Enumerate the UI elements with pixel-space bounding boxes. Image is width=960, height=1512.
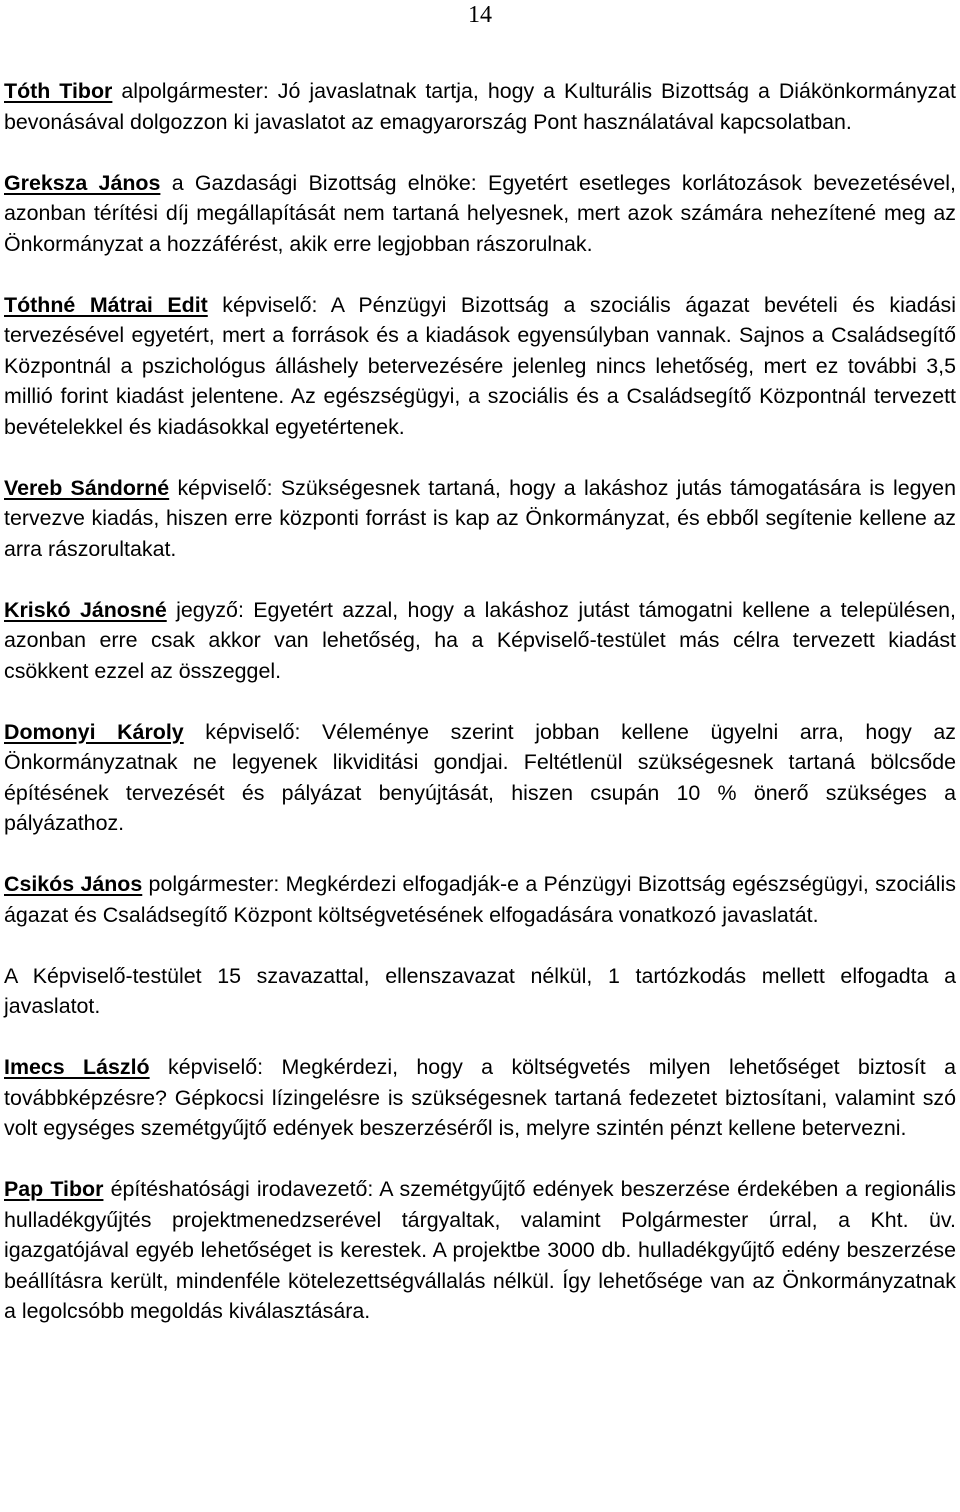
paragraph-text: A Képviselő-testület 15 szavazattal, ellenszavazat nélkül, 1 tartózkodás mellett elfogadta a javaslatot. — [4, 963, 956, 1018]
paragraph-text: jegyző: Egyetért azzal, hogy a lakáshoz jutást támogatni kellene a településen, azonban erre csak akkor van lehetőség, ha a Képviselő-testület más célra tervezett kiadást csökkent ezzel az összeggel. — [4, 597, 956, 683]
paragraph-pap-tibor — [4, 1174, 956, 1327]
paragraph-vereb-sandorne — [4, 473, 956, 565]
paragraph-text: képviselő: Megkérdezi, hogy a költségvetés milyen lehetőséget biztosít a továbbképzésre? Gépkocsi lízingelésre is szükségesnek tartaná fedezetet biztosítani, valamint szó volt egységes szemétgyűjtő edények beszerzéséről is, melyre szintén pénzt kellene betervezni. — [4, 1055, 956, 1140]
paragraph-greksza-janos — [4, 168, 956, 260]
paragraph-text: képviselő: Véleménye szerint jobban kellene ügyelni arra, hogy az Önkormányzatnak ne legyenek likviditási gondjai. Feltétlenül szükségesnek tartaná bölcsőde építésének tervezését és pályázat benyújtását, hiszen csupán 10 % önerő szükséges a pályázathoz. — [4, 719, 956, 835]
document-body — [4, 76, 956, 1357]
paragraph-text: a Gazdasági Bizottság elnöke: Egyetért esetleges korlátozások bevezetésével, azonban térítési díj megállapítását nem tartaná helyesnek, mert azok számára nehezítené meg az Önkormányzat a hozzáférést, akik erre legjobban rászorulnak. — [4, 170, 956, 256]
paragraph-text: polgármester: Megkérdezi elfogadják-e a Pénzügyi Bizottság egészségügyi, szociális ágazat és Családsegítő Központ költségvetésének elfogadására vonatkozó javaslatát. — [4, 872, 956, 927]
paragraph-text: alpolgármester: Jó javaslatnak tartja, hogy a Kulturális Bizottság a Diákönkormányzat bevonásával dolgozzon ki javaslatot az emagyarország Pont használatával kapcsolatban. — [4, 79, 956, 134]
paragraph-tothne-matrai-edit — [4, 290, 956, 443]
paragraph-krisko-janosne — [4, 595, 956, 687]
speaker-name: Vereb Sándorné — [4, 475, 170, 500]
paragraph-domonyi-karoly — [4, 717, 956, 839]
paragraph-text: képviselő: Szükségesnek tartaná, hogy a lakáshoz jutás támogatására is legyen tervezve kiadás, hiszen erre központi forrást is kap az Önkormányzat, és ebből segítenie kellene az arra rászorultakat. — [4, 475, 956, 561]
speaker-name: Domonyi Károly — [4, 719, 184, 744]
paragraph-vote-result — [4, 961, 956, 1022]
speaker-name: Greksza János — [4, 170, 161, 195]
speaker-name: Pap Tibor — [4, 1177, 104, 1201]
speaker-name: Csikós János — [4, 872, 143, 896]
speaker-name: Tóthné Mátrai Edit — [4, 292, 208, 317]
page-number: 14 — [468, 2, 492, 28]
paragraph-toth-tibor — [4, 76, 956, 137]
paragraph-text: építéshatósági irodavezető: A szemétgyűjtő edények beszerzése érdekében a regionális hulladékgyűjtés projektmenedzserével tárgyaltak, valamint Polgármester úrral, a Kht. üv. igazgatójával egyéb lehetőséget is kerestek. A projektbe 3000 db. hulladékgyűjtő edény beszerzése beállításra került, mindenféle kötelezettségvállalás nélkül. Így lehetősége van az Önkormányzatnak a legolcsóbb megoldás kiválasztására. — [4, 1177, 956, 1323]
paragraph-text: képviselő: A Pénzügyi Bizottság a szociális ágazat bevételi és kiadási tervezésével egyetért, mert a források és a kiadások egyensúlyban vannak. Sajnos a Családsegítő Központnál a pszichológus álláshely betervezésére jelenleg nincs lehetőség, mert ez további 3,5 millió forint kiadást jelentene. Az egészségügyi, a szociális és a Családsegítő Központnál tervezett bevételekkel és kiadásokkal egyetértenek. — [4, 292, 956, 439]
speaker-name: Imecs László — [4, 1055, 150, 1079]
paragraph-imecs-laszlo — [4, 1052, 956, 1144]
speaker-name: Tóth Tibor — [4, 79, 113, 103]
speaker-name: Kriskó Jánosné — [4, 597, 167, 622]
paragraph-csikos-janos — [4, 869, 956, 930]
